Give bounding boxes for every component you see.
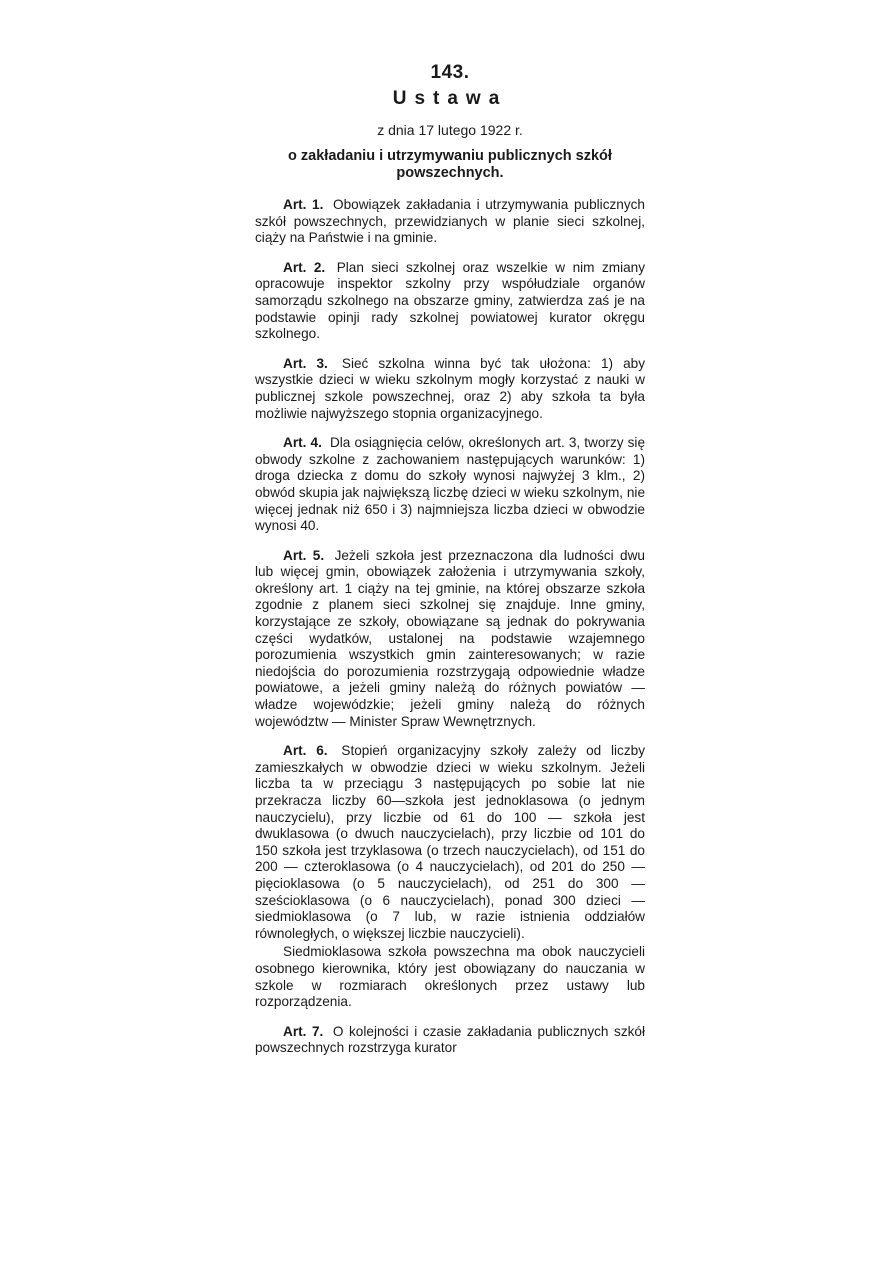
document-date: z dnia 17 lutego 1922 r. — [377, 122, 523, 138]
article-1 — [255, 197, 645, 247]
article-6 — [255, 743, 645, 942]
article-7 — [255, 1024, 645, 1057]
article-text: Sieć szkolna winna być tak ułożona: 1) aby wszystkie dzieci w wieku szkolnym mogły korzystać z nauki w publicznej szkole powszechnej, oraz 2) aby szkoła ta była możliwie najwyższego stopnia organizacyjnego. — [255, 355, 645, 421]
document-page — [255, 62, 645, 1070]
document-subject: o zakładaniu i utrzymywaniu publicznych szkół powszechnych. — [288, 148, 612, 181]
article-text: Plan sieci szkolnej oraz wszelkie w nim zmiany opracowuje inspektor szkolny przy współudziale organów samorządu szkolnego na obszarze gminy, zatwierdza zaś je na podstawie opinji rady szkolnej powiatowej kurator okręgu szkolnego. — [255, 259, 646, 342]
article-label: Art. 2. — [283, 259, 326, 275]
article-label: Art. 7. — [283, 1023, 324, 1039]
article-text: Dla osiągnięcia celów, określonych art. 3, tworzy się obwody szkolne z zachowaniem następujących warunków: 1) droga dziecka z domu do szkoły wynosi najwyżej 3 klm., 2) obwód skupia jak największą liczbę dzieci w wieku szkolnym, nie więcej jednak niż 650 i 3) najmniejsza liczba dzieci w obwodzie wynosi 40. — [255, 435, 646, 534]
article-label: Art. 6. — [283, 743, 328, 759]
article-5 — [255, 548, 645, 731]
article-3 — [255, 356, 645, 422]
document-title: Ustawa — [392, 88, 508, 109]
article-4 — [255, 435, 645, 535]
article-label: Art. 3. — [283, 355, 328, 371]
article-label: Art. 1. — [283, 197, 324, 212]
article-text: O kolejności i czasie zakładania publicznych szkół powszechnych rozstrzyga kurator — [255, 1023, 645, 1056]
article-text: Jeżeli szkoła jest przeznaczona dla ludności dwu lub więcej gmin, obowiązek założenia i utrzymywania szkoły, określony art. 1 ciąży na tej gminie, na której obszarze szkoła zgodnie z planem sieci szkolnej się znajduje. Inne gminy, korzystające ze szkoły, obowiązane są jednak do pokrywania części wydatków, ustalonej na podstawie wzajemnego porozumienia wszystkich gmin zainteresowanych; w razie niedojścia do porozumienia rozstrzygają odpowiednie władze powiatowe, a jeżeli gminy należą do różnych powiatów — władze wojewódzkie; jeżeli gminy należą do różnych województw — Minister Spraw Wewnętrznych. — [255, 547, 645, 729]
article-label: Art. 5. — [283, 547, 325, 563]
article-text: Stopień organizacyjny szkoły zależy od liczby zamieszkałych w obwodzie dzieci w wieku szkolnym. Jeżeli liczba ta w przeciągu 3 następujących po sobie lat nie przekracza liczby 60—szkoła jest jednoklasowa (o jednym nauczycielu), przy liczbie od 61 do 100 — szkoła jest dwuklasowa (o dwuch nauczycielach), przy liczbie od 101 do 150 szkoła jest trzyklasowa (o trzech nauczycielach), od 151 do 200 — czteroklasowa (o 4 nauczycielach), od 201 do 250 — pięcioklasowa (o 5 nauczycielach), od 251 do 300 — sześcioklasowa (o 6 nauczycielach), ponad 300 dzieci — siedmioklasowa (o 7 lub, w razie istnienia oddziałów równoległych, o większej liczbie nauczycieli). — [255, 743, 646, 941]
article-text: Obowiązek zakładania i utrzymywania publicznych szkół powszechnych, przewidzianych w planie sieci szkolnej, ciąży na Państwie i na gminie. — [255, 197, 645, 246]
page-number: 143. — [430, 62, 470, 83]
article-label: Art. 4. — [283, 435, 322, 451]
article-2 — [255, 260, 645, 343]
article-6-continuation: Siedmioklasowa szkoła powszechna ma obok nauczycieli osobnego kierownika, który jest obowiązany do nauczania w szkole w rozmiarach określonych przez ustawy lub rozporządzenia. — [255, 944, 645, 1010]
